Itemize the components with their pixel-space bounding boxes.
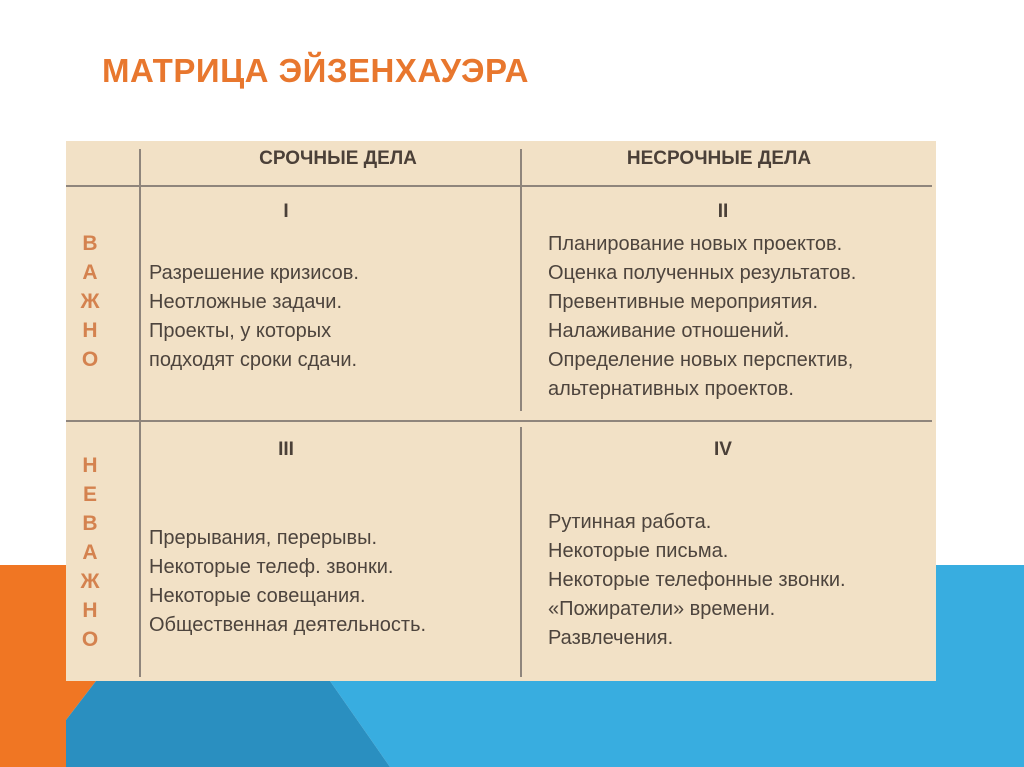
quadrant-4-list <box>548 508 846 653</box>
row-label-important <box>72 229 108 374</box>
column-header-urgent: СРОЧНЫЕ ДЕЛА <box>259 148 417 169</box>
quadrant-2-numeral: II <box>717 201 729 222</box>
list-item: Некоторые телеф. звонки. <box>149 556 394 578</box>
row-label-letter: Н <box>82 599 98 622</box>
row-label-letter: А <box>82 261 98 284</box>
quadrant-3-list <box>149 524 426 640</box>
quadrant-3-numeral: III <box>278 439 294 460</box>
list-item: Неотложные задачи. <box>149 291 343 313</box>
quadrant-1-numeral: I <box>283 201 289 222</box>
list-item: Оценка полученных результатов. <box>548 262 857 284</box>
list-item: Некоторые телефонные звонки. <box>548 569 846 591</box>
row-label-letter: Н <box>82 454 98 477</box>
slide-title: МАТРИЦА ЭЙЗЕНХАУЭРА <box>102 52 529 89</box>
row-label-letter: Н <box>82 319 98 342</box>
quadrant-4-numeral: IV <box>714 439 732 460</box>
list-item: Разрешение кризисов. <box>149 262 359 284</box>
row-label-letter: Ж <box>80 290 100 313</box>
quadrant-1-list <box>149 259 359 375</box>
row-label-not-important <box>72 451 108 654</box>
list-item: Прерывания, перерывы. <box>149 527 378 549</box>
list-item: Определение новых перспектив, <box>548 349 854 371</box>
eisenhower-matrix <box>66 141 936 681</box>
list-item: Налаживание отношений. <box>548 320 790 342</box>
list-item: «Пожиратели» времени. <box>548 598 776 620</box>
list-item: Некоторые совещания. <box>149 585 366 607</box>
row-label-letter: О <box>81 348 99 371</box>
column-header-not-urgent: НЕСРОЧНЫЕ ДЕЛА <box>626 148 812 169</box>
row-label-letter: Е <box>82 483 97 506</box>
row-label-letter: В <box>82 512 98 535</box>
quadrant-2-list <box>548 230 856 404</box>
row-label-letter: А <box>82 541 98 564</box>
row-label-letter: О <box>81 628 99 651</box>
list-item: Превентивные мероприятия. <box>548 291 819 313</box>
list-item: Рутинная работа. <box>548 511 712 533</box>
list-item: подходят сроки сдачи. <box>149 349 358 371</box>
list-item: Общественная деятельность. <box>149 614 427 636</box>
row-label-letter: Ж <box>80 570 100 593</box>
list-item: Некоторые письма. <box>548 540 729 562</box>
list-item: Развлечения. <box>548 627 674 649</box>
list-item: Проекты, у которых <box>149 320 332 342</box>
list-item: альтернативных проектов. <box>548 378 794 400</box>
list-item: Планирование новых проектов. <box>548 233 843 255</box>
orange-corner-shape <box>0 565 66 767</box>
row-label-letter: В <box>82 232 98 255</box>
